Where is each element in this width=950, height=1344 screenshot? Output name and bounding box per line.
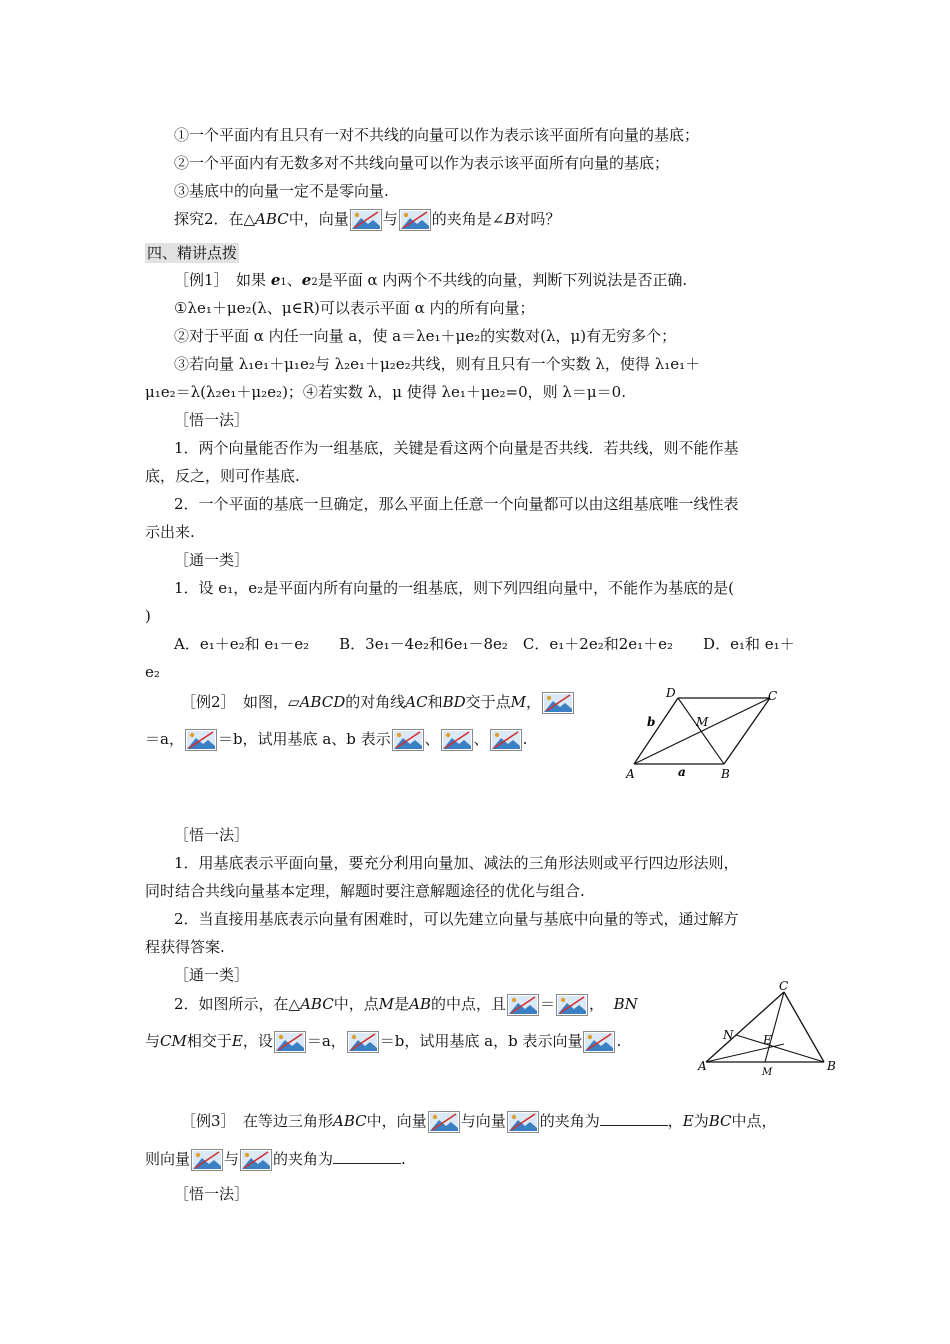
practice-2-line-1: 2．如图所示，在△ABC中，点M是AB的中点，且 ＝ ， BN [174,994,638,1016]
vector-image-icon [507,1111,539,1133]
method-line: 1．两个向量能否作为一组基底，关键是看这两个向量是否共线．若共线，则不能作基 [174,439,739,457]
example-2-line-1: ［例2］ 如图，▱ABCD的对角线AC和BD交于点M， [181,692,575,714]
practice-question: 1．设 e₁，e₂是平面内所有向量的一组基底，则下列四组向量中，不能作为基底的是( [174,579,734,597]
vector-image-icon [428,1111,460,1133]
vector-image-icon [441,729,473,751]
example-1-header: ［例1］ 如果 e1、e2是平面 α 内两个不共线的向量，判断下列说法是否正确. [174,271,688,289]
label-M: M [696,715,709,729]
label-E: E [763,1033,772,1047]
vector-image-icon [507,994,539,1016]
triangle-figure [692,980,842,1080]
vector-image-icon [392,729,424,751]
method-heading: ［悟一法］ [174,411,250,429]
parallelogram-figure [620,684,790,784]
answer-blank[interactable] [333,1149,401,1164]
practice-2-line-2: 与CM相交于E，设 ＝a， ＝b，试用基底 a，b 表示向量 . [145,1031,621,1053]
method-line: 1．用基底表示平面向量，要充分利用向量加、减法的三角形法则或平行四边形法则， [174,854,739,872]
section-heading: 四、精讲点拨 [147,244,238,262]
label-A: A [698,1059,707,1073]
vector-image-icon [274,1031,306,1053]
example-1-item-1: ①λe₁＋μe₂(λ、μ∈R)可以表示平面 α 内的所有向量； [174,299,535,317]
vector-image-icon [542,692,574,714]
practice-heading: ［通一类］ [174,551,250,569]
label-A: A [626,767,635,781]
method-line: 示出来. [145,523,195,541]
vector-image-icon [490,729,522,751]
label-D: D [666,686,676,700]
example-1-item-2: ②对于平面 α 内任一向量 a，使 a＝λe₁＋μe₂的实数对(λ，μ)有无穷多个； [174,327,677,345]
vector-image-icon [347,1031,379,1053]
vector-image-icon [185,729,217,751]
label-M: M [762,1067,773,1078]
vector-image-icon [350,209,382,231]
statement-2: ②一个平面内有无数多对不共线向量可以作为表示该平面所有向量的基底； [174,154,670,172]
method-heading: ［悟一法］ [174,826,250,844]
vector-image-icon [240,1149,272,1171]
label-C: C [768,689,778,703]
label-N: N [723,1028,734,1042]
label-B: B [721,767,730,781]
method-line: 2．一个平面的基底一旦确定，那么平面上任意一个向量都可以由这组基底唯一线性表 [174,495,739,513]
label-B: B [827,1059,836,1073]
practice-heading: ［通一类］ [174,966,250,984]
example-1-item-4: μ₁e₂＝λ(λ₂e₁＋μ₂e₂)；④若实数 λ，μ 使得 λe₁＋μe₂=0，则 λ＝μ＝0. [145,383,626,401]
label-a: a [678,765,686,779]
practice-question: ) [145,607,151,625]
example-1-item-3: ③若向量 λ₁e₁＋μ₁e₂与 λ₂e₁＋μ₂e₂共线，则有且只有一个实数 λ，使得 λ₁e₁＋ [174,355,701,373]
example-2-line-2: ＝a， ＝b，试用基底 a、b 表示 、 、 . [145,729,527,751]
vector-image-icon [583,1031,615,1053]
example-3-line-1: ［例3］ 在等边三角形ABC中，向量 与向量 的夹角为 ，E为BC中点， [181,1111,777,1133]
vector-image-icon [399,209,431,231]
method-heading: ［悟一法］ [174,1185,250,1203]
method-line: 同时结合共线向量基本定理，解题时要注意解题途径的优化与组合. [145,882,585,900]
method-line: 程获得答案. [145,938,225,956]
label-C: C [779,980,789,993]
explore-2: 探究2．在△ABC中，向量 与 的夹角是∠B对吗？ [174,209,560,231]
method-line: 2．当直接用基底表示向量有困难时，可以先建立向量与基底中向量的等式，通过解方 [174,910,739,928]
example-3-line-2: 则向量 与 的夹角为 . [145,1149,406,1171]
practice-options: e₂ [145,663,160,681]
method-line: 底，反之，则可作基底. [145,467,300,485]
vector-image-icon [191,1149,223,1171]
practice-options: A．e₁＋e₂和 e₁－e₂ B．3e₁－4e₂和6e₁－8e₂ C．e₁＋2e₂和2e₁＋e₂ D．e₁和 e₁＋ [174,635,795,653]
statement-1: ①一个平面内有且只有一对不共线的向量可以作为表示该平面所有向量的基底； [174,126,700,144]
label-b: b [647,715,656,729]
statement-3: ③基底中的向量一定不是零向量. [174,182,389,200]
answer-blank[interactable] [600,1111,668,1126]
vector-image-icon [556,994,588,1016]
